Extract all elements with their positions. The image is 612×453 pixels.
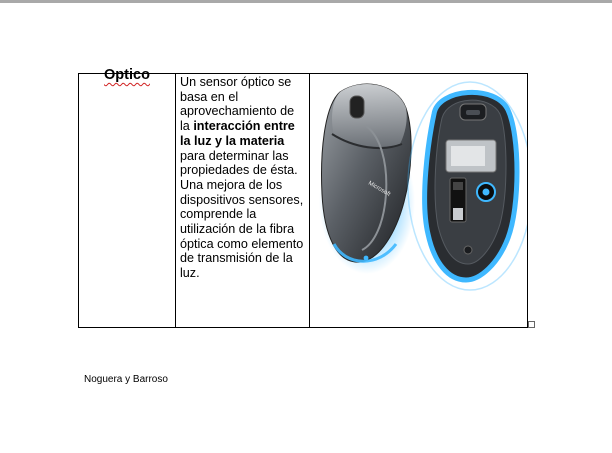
table-row bbox=[79, 74, 528, 328]
description-part-2: para determinar las propiedades de ésta. Una mejora de los dispositivos sensores, comprende la utilización de la fibra óptica como elemento de transmisión de la luz. bbox=[180, 148, 304, 281]
footer-authors: Noguera y Barroso bbox=[84, 374, 168, 385]
image-cell bbox=[310, 74, 528, 328]
description-part-1: Un sensor óptico se basa en el aprovechamiento de la bbox=[180, 75, 295, 134]
mouse-bottom-view bbox=[408, 82, 527, 290]
term-label: Optico bbox=[104, 67, 150, 83]
power-led-icon bbox=[364, 256, 369, 261]
term-cell bbox=[79, 67, 176, 328]
description-bold: interacción entre la luz y la materia bbox=[180, 119, 295, 148]
sensor-table bbox=[78, 67, 528, 328]
description-cell bbox=[176, 74, 310, 328]
mouse-top-view bbox=[319, 84, 415, 274]
mouse-photo bbox=[310, 74, 527, 322]
brand-label: Microsoft bbox=[367, 180, 392, 198]
description-text bbox=[176, 74, 309, 281]
table-resize-handle[interactable] bbox=[528, 321, 535, 328]
